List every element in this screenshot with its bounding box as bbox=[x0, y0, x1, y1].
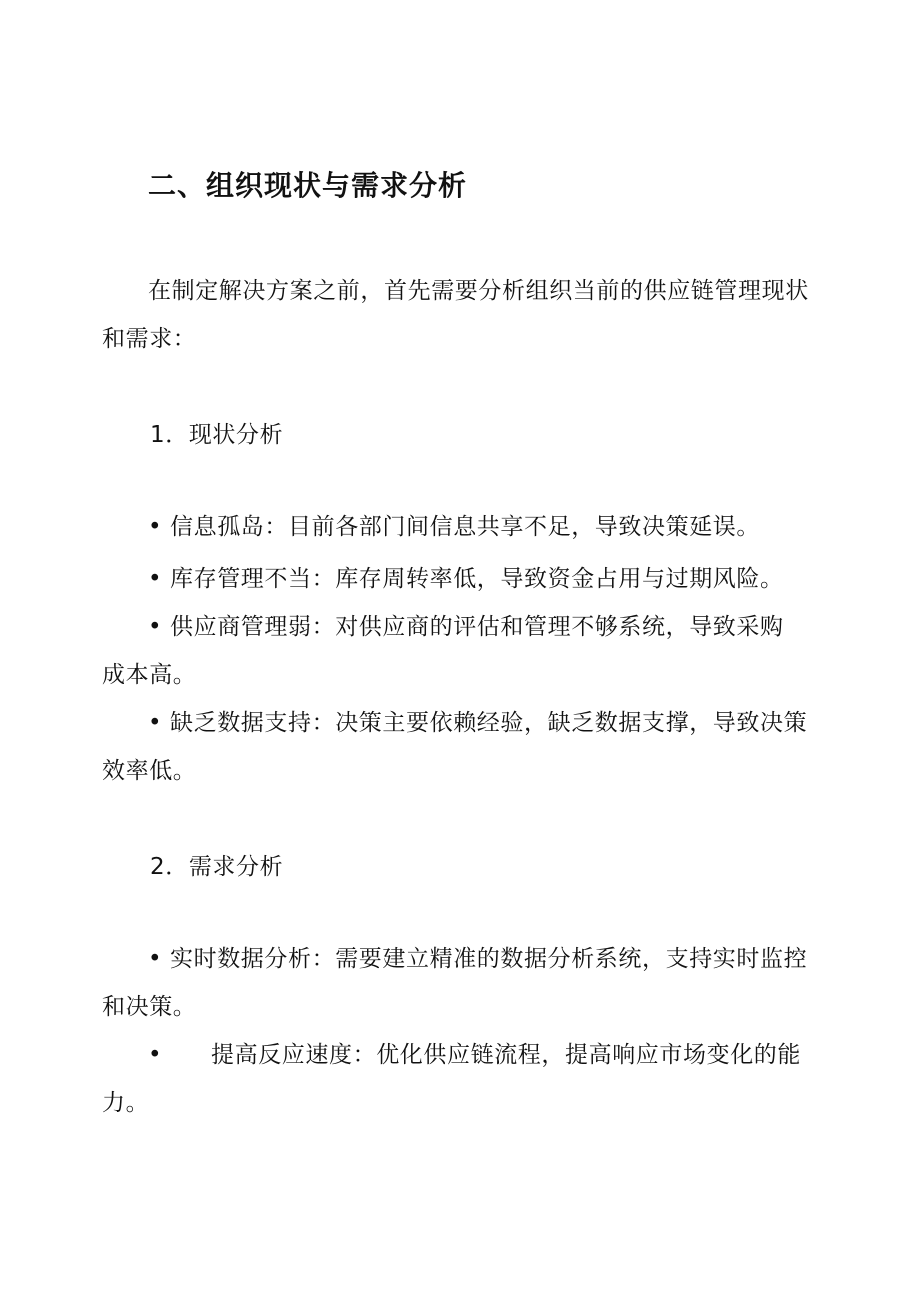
needs-item-response-speed-continued: 力。 bbox=[102, 1090, 150, 1116]
needs-item-realtime-data-continued: 和决策。 bbox=[102, 994, 197, 1020]
bullet-icon: • bbox=[148, 566, 163, 592]
needs-item-text: 实时数据分析：需要建立精准的数据分析系统，支持实时监控 bbox=[170, 946, 808, 972]
status-item-text: 库存管理不当：库存周转率低，导致资金占用与过期风险。 bbox=[170, 566, 784, 592]
status-item-supplier bbox=[148, 612, 784, 642]
status-item-supplier-continued: 成本高。 bbox=[102, 662, 197, 688]
status-analysis-heading: 1．现状分析 bbox=[150, 422, 284, 448]
status-item-text: 缺乏数据支持：决策主要依赖经验，缺乏数据支撑，导致决策 bbox=[170, 710, 808, 736]
intro-paragraph-line-2: 和需求： bbox=[102, 326, 197, 352]
needs-item-response-speed bbox=[148, 1040, 801, 1070]
needs-item-realtime-data bbox=[148, 944, 807, 974]
bullet-icon: • bbox=[148, 614, 163, 640]
bullet-icon: • bbox=[148, 946, 163, 972]
needs-analysis-heading: 2．需求分析 bbox=[150, 854, 284, 880]
status-item-text: 供应商管理弱：对供应商的评估和管理不够系统，导致采购 bbox=[170, 614, 784, 640]
section-title: 二、组织现状与需求分析 bbox=[148, 169, 468, 202]
intro-paragraph-line-1: 在制定解决方案之前，首先需要分析组织当前的供应链管理现状 bbox=[148, 278, 809, 304]
status-item-inventory bbox=[148, 564, 784, 594]
status-item-data-support-continued: 效率低。 bbox=[102, 758, 197, 784]
bullet-icon: • bbox=[148, 514, 163, 540]
status-item-info-silos bbox=[148, 512, 760, 542]
status-item-text: 信息孤岛：目前各部门间信息共享不足，导致决策延误。 bbox=[170, 514, 760, 540]
needs-item-text: 提高反应速度：优化供应链流程，提高响应市场变化的能 bbox=[211, 1042, 801, 1068]
status-item-data-support bbox=[148, 708, 807, 738]
bullet-icon: • bbox=[148, 710, 163, 736]
bullet-icon: • bbox=[148, 1042, 163, 1068]
